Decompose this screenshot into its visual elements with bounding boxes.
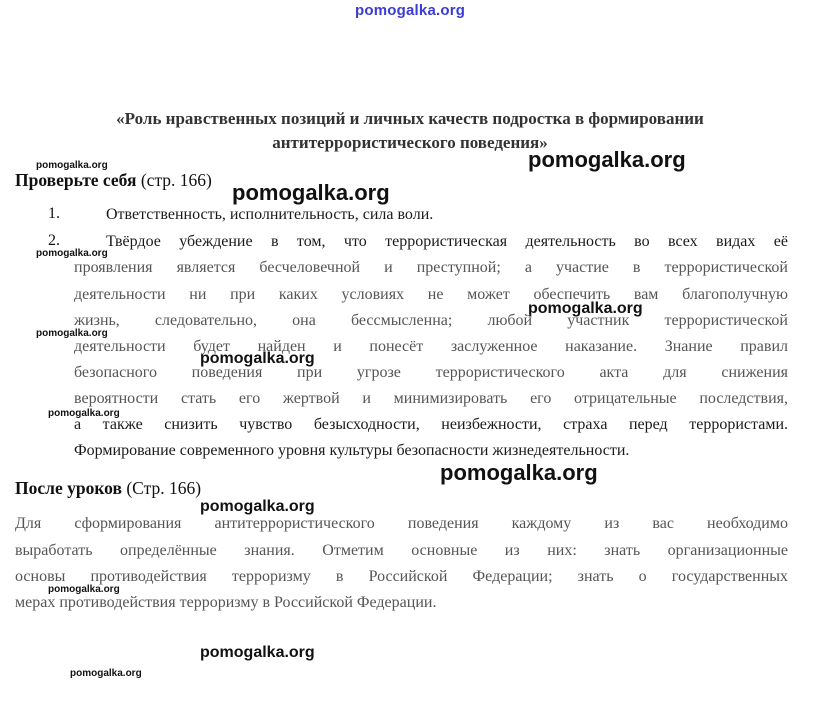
title-line: антитеррористического поведения» xyxy=(272,133,548,152)
watermark-medium: pomogalka.org xyxy=(528,300,643,317)
document-title xyxy=(40,107,780,155)
list-item-line: а также снизить чувство безысходности, неизбежности, страха перед террористами. xyxy=(74,416,788,433)
watermark-large: pomogalka.org xyxy=(232,180,390,205)
list-item-line: жизнь, следовательно, она бессмысленна; любой участник террористической xyxy=(74,312,788,329)
list-item-number: 2. xyxy=(48,232,60,249)
list-item-line: деятельности будет найден и понесёт заслуженное наказание. Знание правил xyxy=(74,338,788,355)
heading-text: Проверьте себя xyxy=(15,170,137,190)
list-item-line: проявления является бесчеловечной и преступной; а участие в террористической xyxy=(74,259,788,276)
watermark-top: pomogalka.org xyxy=(355,2,466,19)
list-item-line: Формирование современного уровня культуры безопасности жизнедеятельности. xyxy=(74,442,630,459)
paragraph-line: Для сформирования антитеррористического поведения каждому из вас необходимо xyxy=(15,515,788,532)
section-heading-after-lessons xyxy=(15,478,201,499)
watermark-medium: pomogalka.org xyxy=(200,498,315,515)
list-item-line: Твёрдое убеждение в том, что террористическая деятельность во всех видах её xyxy=(106,233,788,250)
watermark-small: pomogalka.org xyxy=(36,248,108,259)
paragraph-line: основы противодействия терроризму в Российской Федерации; знать о государственных xyxy=(15,568,788,585)
heading-ref: (Стр. 166) xyxy=(121,478,202,498)
heading-ref: (стр. 166) xyxy=(136,170,212,190)
list-item-line: безопасного поведения при угрозе террористического акта для снижения xyxy=(74,364,788,381)
list-item-line: деятельности ни при каких условиях не может обеспечить вам благополучную xyxy=(74,286,788,303)
watermark-small: pomogalka.org xyxy=(36,328,108,339)
watermark-large: pomogalka.org xyxy=(528,147,686,172)
section-heading-check xyxy=(15,170,212,191)
list-item-line: вероятности стать его жертвой и минимизировать его отрицательные последствия, xyxy=(74,390,788,407)
watermark-small: pomogalka.org xyxy=(36,160,108,171)
heading-text: После уроков xyxy=(15,478,122,498)
paragraph-line: мерах противодействия терроризму в Российской Федерации. xyxy=(15,594,437,611)
list-item-text: Ответственность, исполнительность, сила воли. xyxy=(106,206,434,223)
list-item-number: 1. xyxy=(48,205,60,222)
watermark-small: pomogalka.org xyxy=(70,668,142,679)
watermark-medium: pomogalka.org xyxy=(200,350,315,367)
watermark-small: pomogalka.org xyxy=(48,584,120,595)
paragraph-line: выработать определённые знания. Отметим основные из них: знать организационные xyxy=(15,542,788,559)
watermark-small: pomogalka.org xyxy=(48,408,120,419)
title-line: «Роль нравственных позиций и личных качеств подростка в формировании xyxy=(116,109,704,128)
watermark-medium: pomogalka.org xyxy=(200,644,315,661)
watermark-large: pomogalka.org xyxy=(440,460,598,485)
